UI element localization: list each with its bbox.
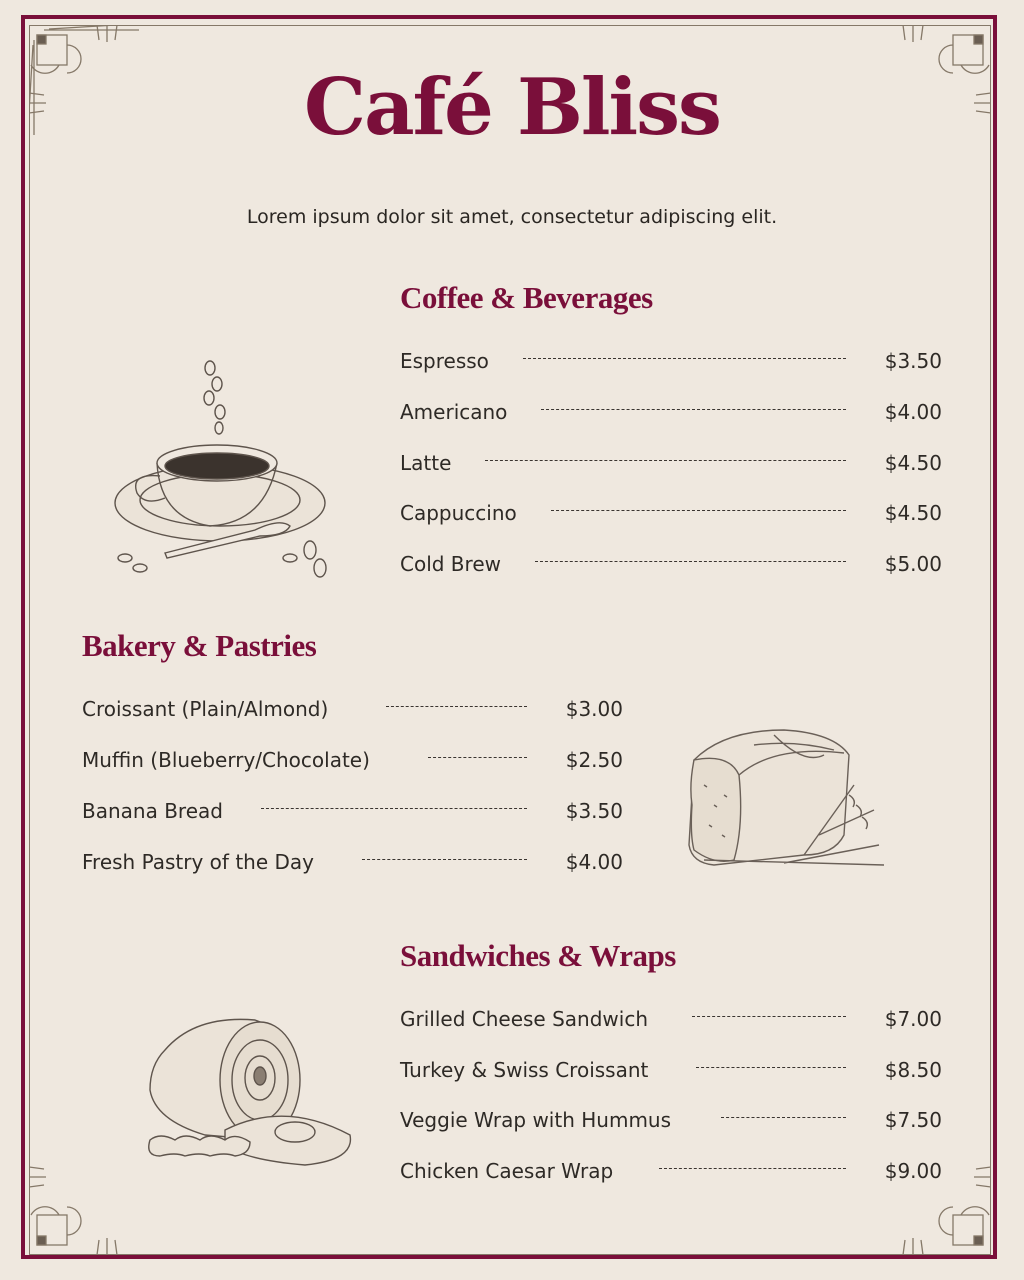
dotted-leader: [386, 706, 527, 707]
item-name: Espresso: [400, 349, 489, 373]
item-name: Fresh Pastry of the Day: [82, 850, 314, 874]
dotted-leader: [692, 1016, 846, 1017]
item-name: Banana Bread: [82, 799, 223, 823]
menu-item: [82, 847, 623, 877]
item-price: $5.00: [884, 552, 942, 576]
item-price: $3.50: [884, 349, 942, 373]
dotted-leader: [523, 358, 846, 359]
menu-item: [400, 1004, 942, 1034]
menu-item: [400, 397, 942, 427]
dotted-leader: [362, 859, 527, 860]
item-price: $8.50: [884, 1058, 942, 1082]
item-price: $3.00: [565, 697, 623, 721]
tagline: Lorem ipsum dolor sit amet, consectetur adipiscing elit.: [246, 206, 778, 228]
item-price: $4.50: [884, 451, 942, 475]
section-heading-sandwiches: Sandwiches & Wraps: [400, 938, 676, 973]
item-name: Chicken Caesar Wrap: [400, 1159, 614, 1183]
item-name: Veggie Wrap with Hummus: [400, 1108, 672, 1132]
item-price: $3.50: [565, 799, 623, 823]
item-price: $7.00: [884, 1007, 942, 1031]
dotted-leader: [659, 1168, 846, 1169]
cafe-title: Café Bliss: [304, 62, 720, 153]
item-price: $4.00: [565, 850, 623, 874]
menu-item: [400, 448, 942, 478]
bread-loaf-illustration: [684, 725, 889, 880]
item-name: Muffin (Blueberry/Chocolate): [82, 748, 370, 772]
dotted-leader: [551, 510, 846, 511]
corner-ornament-bottom-left: [29, 1145, 139, 1255]
item-price: $4.00: [884, 400, 942, 424]
item-price: $9.00: [884, 1159, 942, 1183]
item-name: Cappuccino: [400, 501, 517, 525]
menu-item: [82, 796, 623, 826]
menu-item: [400, 1105, 942, 1135]
item-name: Grilled Cheese Sandwich: [400, 1007, 648, 1031]
section-heading-bakery: Bakery & Pastries: [82, 628, 317, 663]
dotted-leader: [261, 808, 527, 809]
dotted-leader: [541, 409, 846, 410]
menu-item: [400, 549, 942, 579]
item-name: Latte: [400, 451, 452, 475]
dotted-leader: [428, 757, 527, 758]
item-price: $7.50: [884, 1108, 942, 1132]
menu-item: [400, 498, 942, 528]
menu-item: [400, 1156, 942, 1186]
item-name: Croissant (Plain/Almond): [82, 697, 329, 721]
dotted-leader: [696, 1067, 846, 1068]
menu-item: [400, 346, 942, 376]
section-heading-coffee: Coffee & Beverages: [400, 280, 653, 315]
sandwich-roll-illustration: [145, 1010, 360, 1190]
menu-item: [82, 745, 623, 775]
menu-item: [400, 1055, 942, 1085]
item-name: Turkey & Swiss Croissant: [400, 1058, 649, 1082]
item-name: Americano: [400, 400, 508, 424]
dotted-leader: [721, 1117, 846, 1118]
menu-item: [82, 694, 623, 724]
item-name: Cold Brew: [400, 552, 501, 576]
item-price: $2.50: [565, 748, 623, 772]
dotted-leader: [535, 561, 846, 562]
coffee-cup-illustration: [105, 358, 335, 580]
item-price: $4.50: [884, 501, 942, 525]
dotted-leader: [485, 460, 846, 461]
